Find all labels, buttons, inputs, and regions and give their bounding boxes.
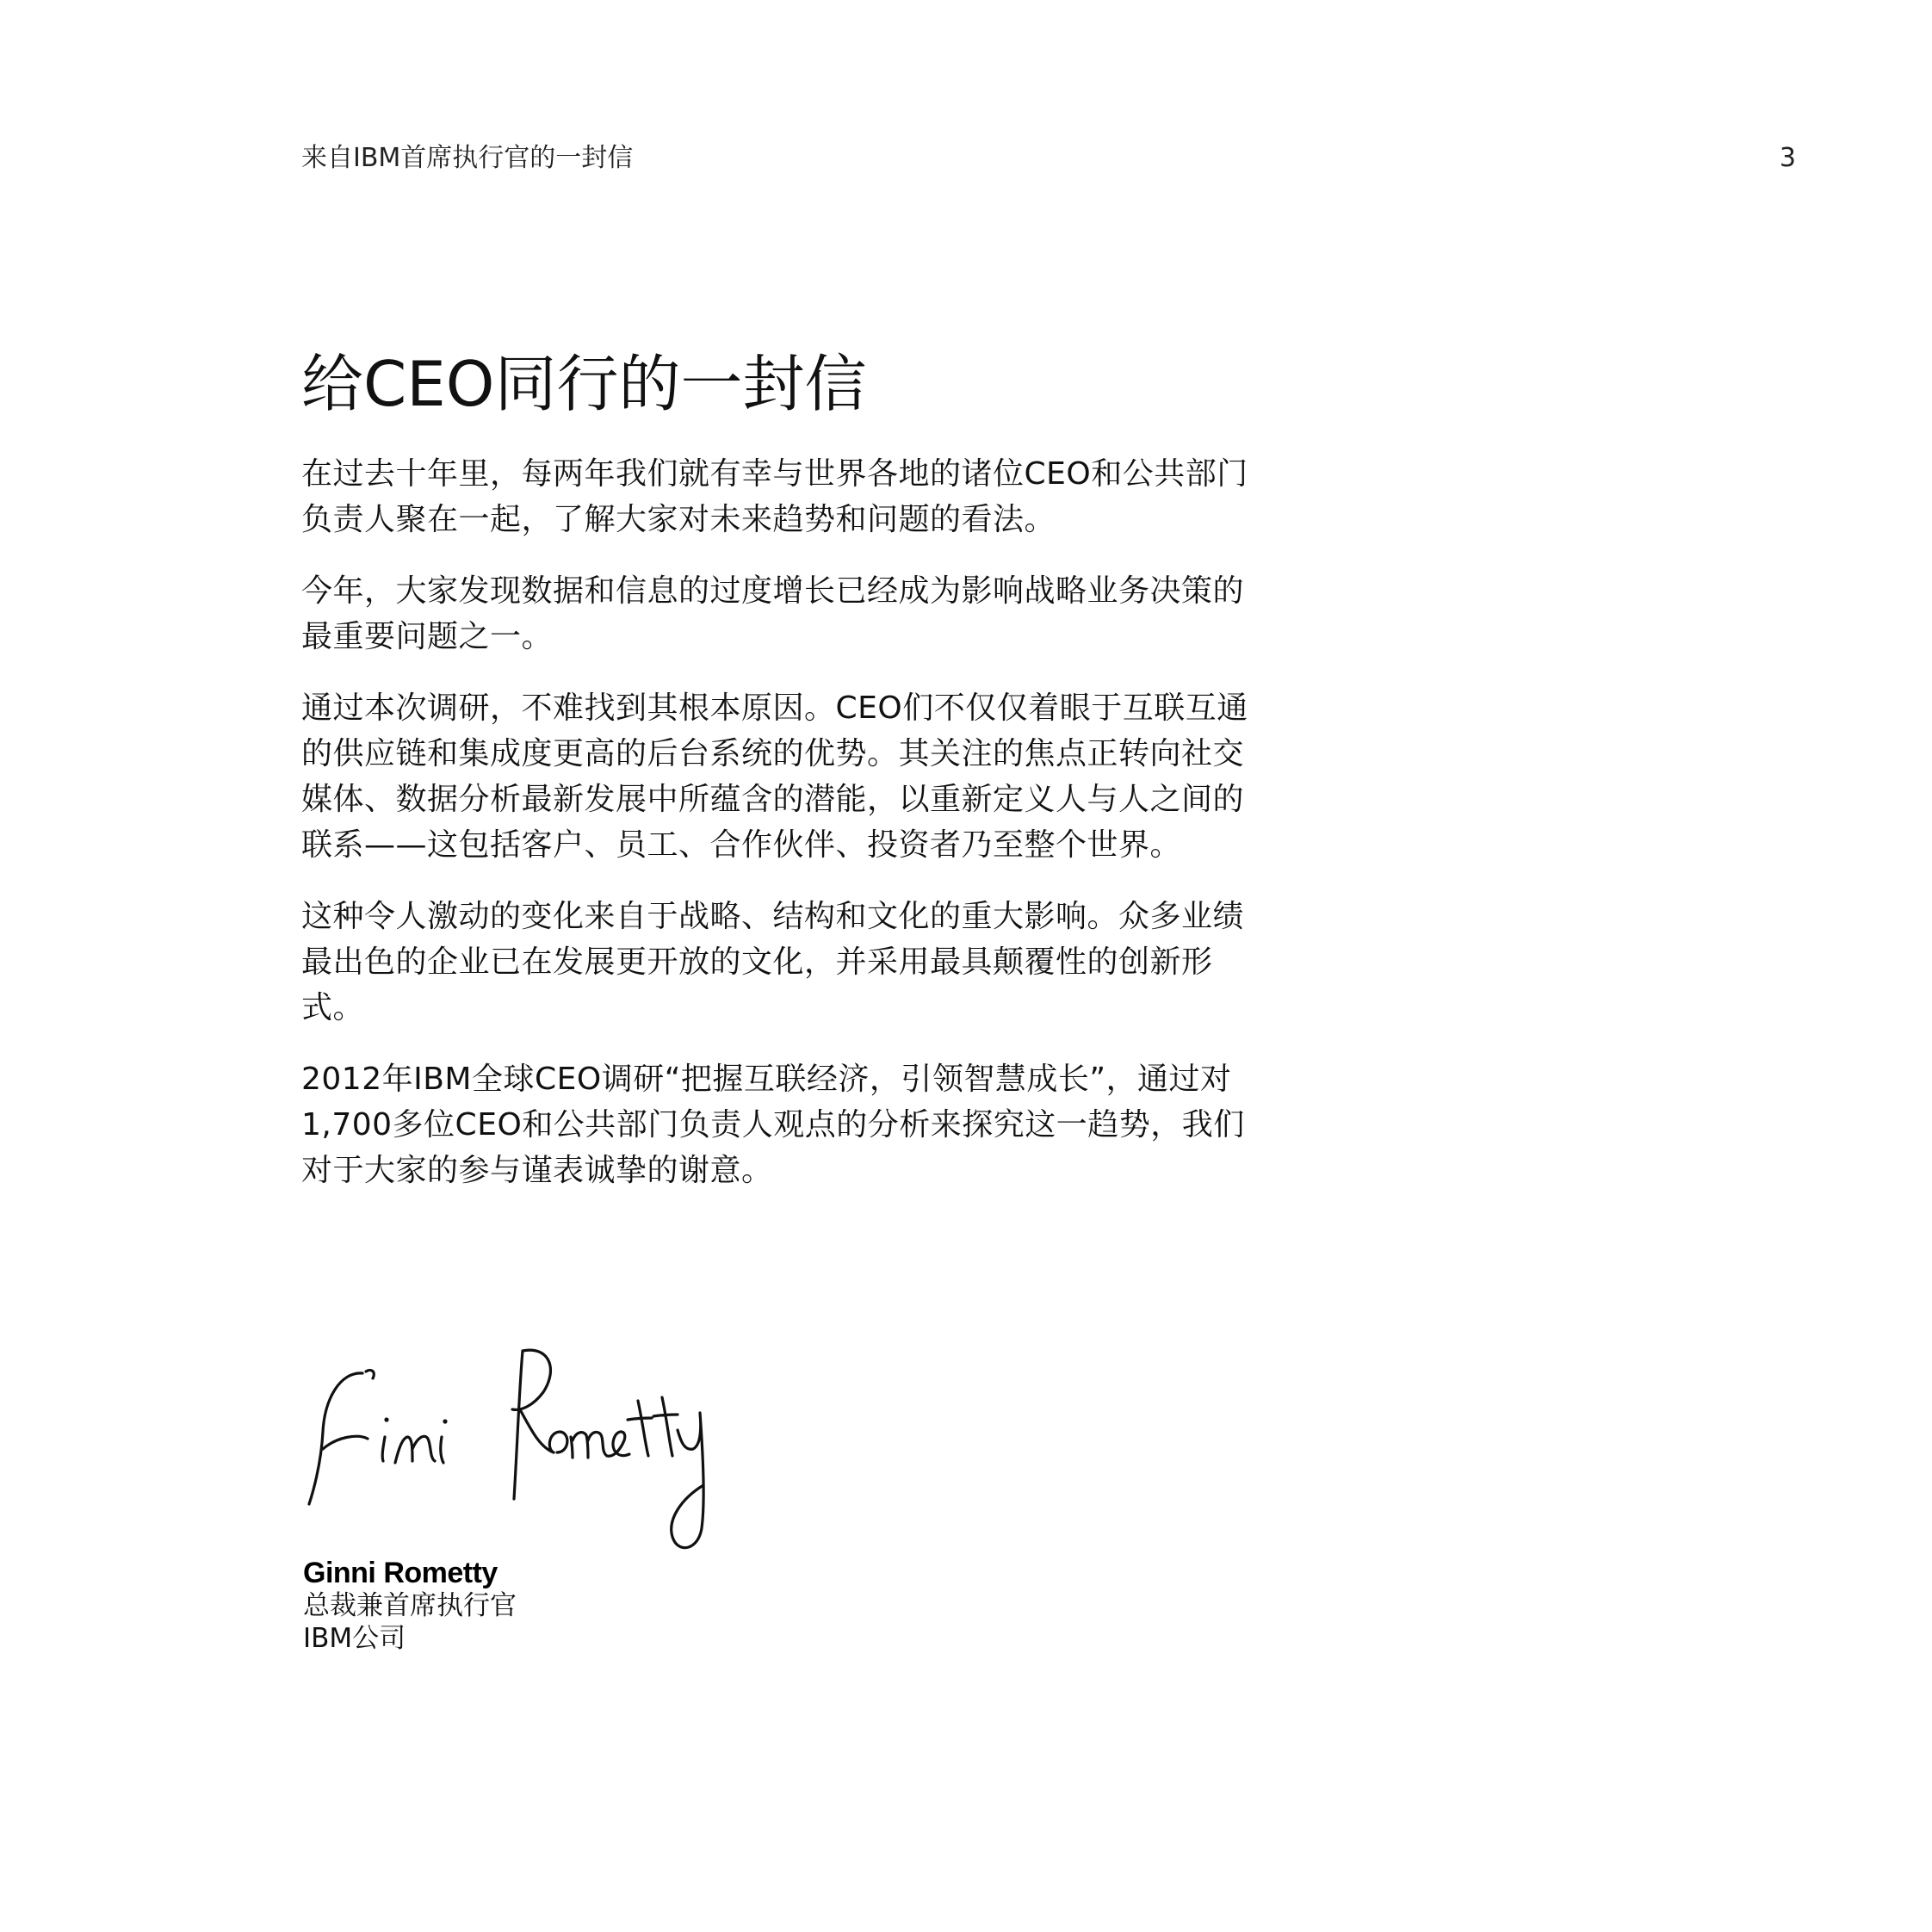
letter-body [301, 451, 1248, 1219]
letter-paragraph-3: 通过本次调研，不难找到其根本原因。CEO们不仅仅着眼于互联互通的供应链和集成度更高的后台系统的优势。其关注的焦点正转向社交媒体、数据分析最新发展中所蕴含的潜能，以重新定义人与人之间的联系——这包括客户、员工、合作伙伴、投资者乃至整个世界。 [301, 690, 1248, 863]
signer-block [303, 1557, 517, 1655]
page-number: 3 [1779, 143, 1796, 173]
signer-company: IBM公司 [303, 1623, 406, 1654]
signer-name: Ginni Rometty [303, 1557, 498, 1589]
handwritten-signature [306, 1347, 788, 1571]
running-header: 来自IBM首席执行官的一封信 [301, 143, 634, 173]
letter-paragraph-1: 在过去十年里，每两年我们就有幸与世界各地的诸位CEO和公共部门负责人聚在一起，了解大家对未来趋势和问题的看法。 [301, 456, 1248, 537]
signer-title: 总裁兼首席执行官 [303, 1590, 517, 1621]
page-title: 给CEO同行的一封信 [301, 348, 867, 420]
letter-paragraph-5: 2012年IBM全球CEO调研“把握互联经济，引领智慧成长”，通过对1,700多位CEO和公共部门负责人观点的分析来探究这一趋势，我们对于大家的参与谨表诚挚的谢意。 [301, 1062, 1245, 1188]
letter-paragraph-4: 这种令人激动的变化来自于战略、结构和文化的重大影响。众多业绩最出色的企业已在发展更开放的文化，并采用最具颠覆性的创新形式。 [301, 899, 1245, 1025]
letter-paragraph-2: 今年，大家发现数据和信息的过度增长已经成为影响战略业务决策的最重要问题之一。 [301, 573, 1245, 654]
